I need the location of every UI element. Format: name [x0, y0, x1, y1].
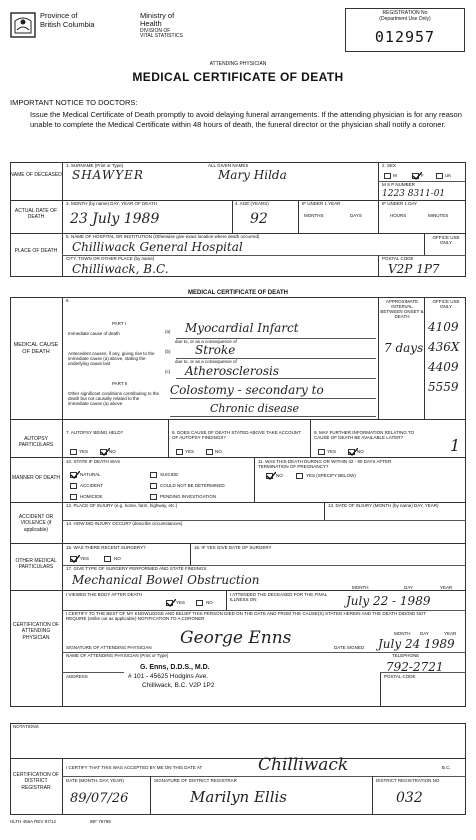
natural-checkbox[interactable]: [70, 472, 77, 478]
province-line1: Province of: [40, 11, 78, 20]
cause-code-2[interactable]: 436X: [428, 340, 460, 354]
accident-label: ACCIDENT: [80, 483, 104, 488]
autopsy-no-label: NO: [109, 449, 116, 454]
death-date-label: 3. MONTH (by name) DAY, YEAR OF DEATH: [66, 201, 157, 206]
part2-label: PART II: [112, 381, 128, 386]
autopsy-yes-checkbox[interactable]: [70, 449, 77, 455]
cause-b-value[interactable]: Stroke: [195, 343, 236, 357]
natural-label: NATURAL: [80, 472, 101, 477]
findings-yes-checkbox[interactable]: [176, 449, 183, 455]
findings-no-label: NO: [215, 449, 222, 454]
part2-text1[interactable]: Colostomy - secondary to: [170, 383, 324, 397]
ministry-line4: VITAL STATISTICS: [140, 33, 183, 39]
physician-name-label: NAME OF ATTENDING PHYSICIAN (Print or Type): [66, 653, 169, 658]
sex-m-label: M: [393, 173, 397, 178]
months-label: MONTHS: [304, 213, 324, 218]
attended-date-value[interactable]: July 22 - 1989: [346, 594, 431, 608]
msp-value[interactable]: 1223 8311-01: [382, 189, 446, 199]
physician-signature-label: SIGNATURE OF ATTENDING PHYSICIAN: [66, 645, 152, 650]
telephone-value[interactable]: 792-2721: [386, 660, 444, 674]
injury-place-label: 12. PLACE OF INJURY (e.g. home, farm, highway, etc.): [66, 503, 178, 508]
antecedent-label: Antecedent causes, if any, giving rise to the immediate cause (a) above, stating the underlying cause last: [68, 351, 155, 366]
findings-no-checkbox[interactable]: [206, 449, 213, 455]
check-mark-icon: [70, 471, 80, 479]
physician-certify-text: I CERTIFY TO THE BEST OF MY KNOWLEDGE AND BELIEF THIS PERSON DIED ON THE DATE AND FROM THE CAUSE(S) STATED HEREIN AND THE DEATH DID/DID NOT REQUIRE (strike out as applicable) NOTIFICATION TO A CORONER: [66, 611, 426, 621]
registrar-side-label: CERTIFICATION OF DISTRICT REGISTRAR: [12, 772, 60, 791]
registrar-signature[interactable]: Marilyn Ellis: [190, 788, 288, 806]
notice-heading: IMPORTANT NOTICE TO DOCTORS:: [10, 98, 138, 107]
cause-code-3[interactable]: 4409: [428, 360, 459, 374]
cause-code-4[interactable]: 5559: [428, 380, 459, 394]
pregnancy-no-label: NO: [276, 473, 283, 478]
pregnancy-question: 11. WAS THIS DEATH DURING OR WITHIN 42 - 90 DAYS AFTER TERMINATION OF PREGNANCY?: [258, 459, 392, 469]
accident-checkbox[interactable]: [70, 483, 77, 489]
further-yes-label: YES: [327, 449, 337, 454]
age-label: 4. AGE (YEARS): [235, 201, 269, 206]
pregnancy-yes-checkbox[interactable]: [296, 473, 303, 479]
form-number: HLTH 456A REV 87/12: [10, 819, 56, 824]
surgery-type-value[interactable]: Mechanical Bowel Obstruction: [72, 573, 260, 587]
ibf-number: IBF 76768: [90, 819, 111, 824]
registrar-date-label: DATE (MONTH, DAY, YEAR): [66, 778, 124, 783]
medical-cause-side-label: MEDICAL CAUSE OF DEATH: [13, 342, 59, 355]
accident-side-label: ACCIDENT OR VIOLENCE (if applicable): [18, 514, 54, 533]
part2-text2[interactable]: Chronic disease: [210, 402, 300, 415]
hospital-value[interactable]: Chilliwack General Hospital: [72, 240, 243, 254]
check-mark-icon: [266, 472, 276, 480]
further-yes-checkbox[interactable]: [318, 449, 325, 455]
attended-year-label: YEAR: [440, 585, 453, 590]
under-1-year-label: IF UNDER 1 YEAR: [302, 201, 341, 206]
province-name: [40, 12, 95, 29]
other-particulars-side-label: OTHER MEDICAL PARTICULARS: [15, 558, 57, 571]
district-no-value[interactable]: 032: [396, 790, 423, 806]
surgery-no-label: NO: [114, 556, 121, 561]
suicide-label: SUICIDE: [160, 472, 179, 477]
date-signed-label: DATE SIGNED: [334, 645, 365, 650]
part1-label: PART I: [112, 321, 127, 326]
undetermined-label: COULD NOT BE DETERMINED: [160, 483, 225, 488]
registrar-accepted-place[interactable]: Chilliwack: [258, 755, 349, 775]
viewed-yes-label: YES: [176, 600, 186, 605]
given-names-value[interactable]: Mary Hilda: [218, 168, 287, 182]
date-signed-value[interactable]: July 24 1989: [378, 637, 455, 651]
autopsy-yes-label: YES: [79, 449, 89, 454]
suicide-checkbox[interactable]: [150, 472, 157, 478]
homicide-checkbox[interactable]: [70, 494, 77, 500]
registration-label: REGISTRATION No: [382, 10, 428, 16]
further-no-checkbox[interactable]: [348, 449, 355, 455]
hospital-label: 5. NAME OF HOSPITAL OR INSTITUTION (Otherwise give exact location where death occurred): [66, 234, 260, 239]
check-mark-icon: [70, 555, 80, 563]
cause-c-value[interactable]: Atherosclerosis: [185, 364, 280, 378]
interval-b-value[interactable]: 7 days: [384, 341, 424, 355]
autopsy-side-label: AUTOPSY PARTICULARS: [18, 436, 54, 449]
surgery-question: 15. WAS THERE RECENT SURGERY?: [66, 545, 146, 550]
autopsy-question: 7. AUTOPSY BEING HELD?: [66, 430, 124, 435]
pending-checkbox[interactable]: [150, 494, 157, 500]
physician-postal-label: POSTAL CODE: [384, 674, 416, 679]
office-use-label-2: OFFICE USE ONLY: [432, 299, 460, 309]
bc-crest-icon: [10, 12, 36, 38]
registration-number: 012957: [374, 28, 436, 46]
registration-sublabel: (Department Use Only): [379, 15, 431, 22]
signed-year-label: YEAR: [444, 631, 457, 636]
death-date-side-label: ACTUAL DATE OF DEATH: [14, 208, 58, 221]
notations-label: NOTATIONS: [13, 724, 39, 729]
viewed-yes-checkbox[interactable]: [166, 600, 173, 606]
hours-label: HOURS: [390, 213, 407, 218]
sex-uk-label: UK: [445, 173, 452, 178]
further-no-label: NO: [357, 449, 364, 454]
age-value[interactable]: 92: [250, 211, 268, 227]
autopsy-office-code[interactable]: 1: [450, 436, 461, 455]
sex-m-checkbox[interactable]: [384, 173, 391, 179]
city-label: CITY, TOWN OR OTHER PLACE (by name): [66, 256, 155, 261]
surgery-type-label: 17. GIVE TYPE OF SURGERY PERFORMED AND STATE FINDINGS: [66, 566, 207, 571]
form-title: MEDICAL CERTIFICATE OF DEATH: [132, 70, 344, 84]
postal-code-value[interactable]: V2P 1P7: [388, 262, 440, 276]
sex-f-checkbox[interactable]: [412, 173, 419, 179]
pregnancy-yes-label: YES (SPECIFY BELOW): [306, 473, 356, 478]
viewed-no-label: NO: [206, 600, 213, 605]
certification-side-label: CERTIFICATION OF ATTENDING PHYSICIAN: [12, 622, 60, 641]
under-1-day-label: IF UNDER 1 DAY: [382, 201, 418, 206]
autopsy-no-checkbox[interactable]: [100, 449, 107, 455]
district-no-label: DISTRICT REGISTRATION NO: [376, 778, 440, 783]
sex-f-label: F: [421, 173, 424, 178]
due-to-b-label: due to, or as a consequence of: [175, 339, 237, 344]
attended-day-label: DAY: [404, 585, 413, 590]
signed-month-label: MONTH: [394, 631, 411, 636]
manner-side-label: MANNER OF DEATH: [12, 475, 60, 481]
ministry-name: [140, 12, 183, 40]
sex-uk-checkbox[interactable]: [436, 173, 443, 179]
cause-a-value[interactable]: Myocardial Infarct: [185, 321, 299, 335]
homicide-label: HOMICIDE: [80, 494, 103, 499]
telephone-label: TELEPHONE: [392, 653, 420, 658]
ministry-line1: Ministry of: [140, 11, 175, 20]
ministry-line2: Health: [140, 19, 162, 29]
further-info-question: 9. MAY FURTHER INFORMATION RELATING TO CAUSE OF DEATH BE AVAILABLE LATER?: [314, 430, 415, 440]
registration-box: [345, 8, 465, 52]
form-subtitle: ATTENDING PHYSICIAN: [209, 61, 267, 67]
registrar-date-value[interactable]: 89/07/26: [70, 791, 129, 806]
check-mark-icon: [166, 599, 176, 607]
given-names-label: ALL GIVEN NAMES: [208, 163, 249, 168]
office-use-label: OFFICE USE ONLY: [432, 235, 460, 245]
interval-label: APPROXIMATE INTERVAL BETWEEN ONSET & DEATH: [380, 299, 424, 319]
pregnancy-no-checkbox[interactable]: [266, 473, 273, 479]
city-value[interactable]: Chilliwack, B.C.: [72, 262, 169, 276]
ministry-line3: DIVISION OF: [140, 27, 171, 34]
undetermined-checkbox[interactable]: [150, 483, 157, 489]
injury-how-label: 14. HOW DID INJURY OCCUR? (describe circumstances): [66, 521, 183, 526]
part2-description: Other significant conditions contributing to the death but not causally related to the immediate cause (a) above: [68, 391, 160, 406]
postal-code-label: POSTAL CODE: [382, 256, 414, 261]
msp-label: M S P NUMBER: [382, 182, 415, 187]
deceased-side-label: NAME OF DECEASED: [10, 172, 62, 178]
surgery-yes-checkbox[interactable]: [70, 556, 77, 562]
viewed-no-checkbox[interactable]: [196, 600, 203, 606]
surname-value[interactable]: SHAWYER: [72, 168, 144, 182]
address-label: ADDRESS: [66, 674, 88, 679]
death-date-value[interactable]: 23 July 1989: [70, 211, 160, 227]
attended-label: I ATTENDED THE DECEASED FOR THE FINAL ILLNESS ON: [230, 592, 328, 602]
physician-stamp-city: Chilliwack, B.C. V2P 1P2: [142, 682, 215, 689]
surgery-date-label: 16. IF YES GIVE DATE OF SURGERY: [194, 545, 272, 550]
registrar-bc-label: B.C.: [442, 765, 451, 770]
signed-day-label: DAY: [420, 631, 429, 636]
sex-label: 2. SEX: [382, 163, 397, 168]
province-line2: British Columbia: [40, 19, 95, 29]
registrar-accepted-text: I CERTIFY THAT THIS WAS ACCEPTED BY ME ON THIS DATE AT: [66, 765, 203, 770]
minutes-label: MINUTES: [428, 213, 449, 218]
place-side-label: PLACE OF DEATH: [14, 248, 58, 254]
manner-question: 10. STATE IF DEATH WAS: [66, 459, 121, 464]
physician-signature[interactable]: George Enns: [180, 628, 292, 648]
findings-yes-label: YES: [185, 449, 195, 454]
physician-stamp-address: # 101 - 45625 Hodgins Ave.: [128, 673, 209, 680]
surname-label: 1. SURNAME (Print or Type): [66, 163, 124, 168]
due-to-c-label: due to, or as a consequence of: [175, 359, 237, 364]
cause-code-1[interactable]: 4109: [428, 320, 459, 334]
surgery-yes-label: YES: [80, 556, 90, 561]
viewed-body-label: I VIEWED THE BODY AFTER DEATH: [66, 592, 143, 597]
notice-body: Issue the Medical Certificate of Death promptly to avoid delaying funeral arrangements. If the attending physician is for any reason unable to complete the Medical Certificate within 48 hours of death, the funeral director or the physician shall notify a coroner.: [30, 110, 462, 130]
physician-stamp-name: G. Enns, D.D.S., M.D.: [140, 664, 210, 671]
medical-section-title: MEDICAL CERTIFICATE OF DEATH: [188, 290, 288, 296]
province-logo: [10, 12, 36, 38]
pending-label: PENDING INVESTIGATION: [160, 494, 217, 499]
days-label: DAYS: [350, 213, 362, 218]
autopsy-findings-question: 8. DOES CAUSE OF DEATH STATED ABOVE TAKE ACCOUNT OF AUTOPSY FINDINGS?: [172, 430, 301, 440]
immediate-cause-label: Immediate cause of death: [68, 331, 120, 336]
injury-date-label: 13. DATE OF INJURY (MONTH (by name) DAY, YEAR): [328, 503, 439, 508]
registrar-signature-label: SIGNATURE OF DISTRICT REGISTRAR: [154, 778, 237, 783]
surgery-no-checkbox[interactable]: [104, 556, 111, 562]
attended-month-label: MONTH: [352, 585, 369, 590]
